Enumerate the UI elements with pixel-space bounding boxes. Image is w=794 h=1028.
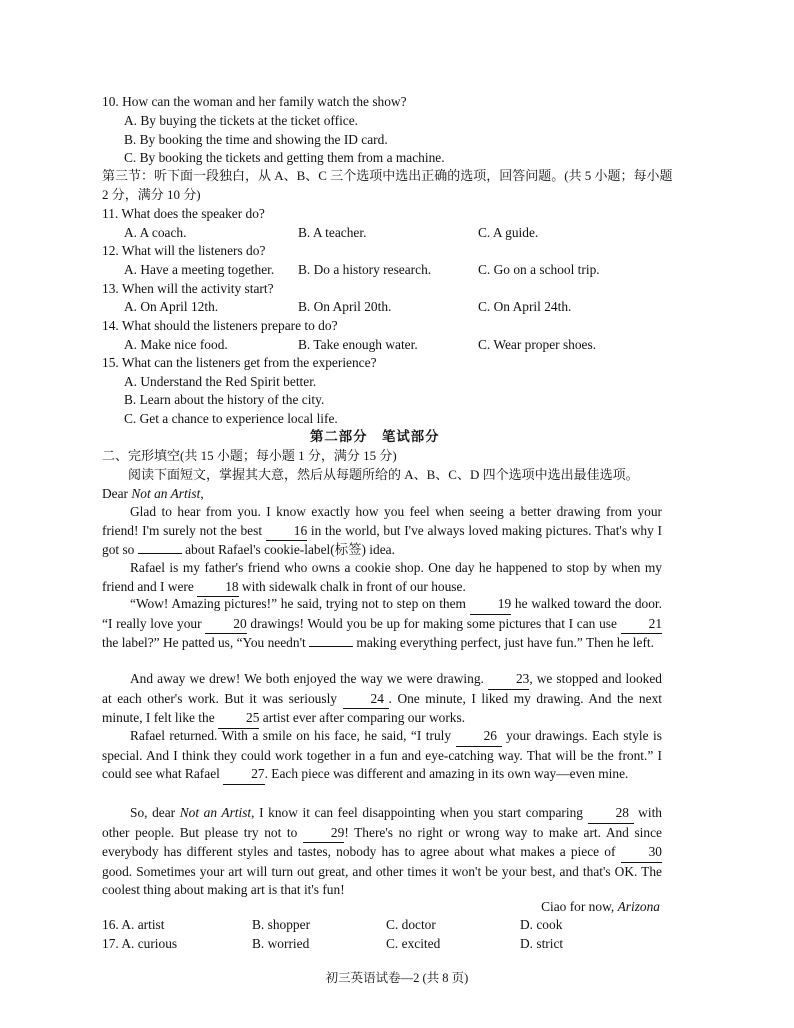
question-10: 10. How can the woman and her family watch the show?	[102, 94, 407, 109]
letter-salutation: Dear Not an Artist,	[102, 486, 204, 501]
letter-signature: Ciao for now, Arizona	[541, 899, 660, 914]
question-12: 12. What will the listeners do?	[102, 243, 266, 258]
blank-22	[309, 646, 353, 647]
section3-instruction-line1: 第三节：听下面一段独白，从 A、B、C 三个选项中选出正确的选项，回答问题。(共 5 小题；每小题	[102, 168, 673, 183]
q13-option-a: A. On April 12th.	[124, 299, 219, 314]
part2-title: 第二部分 笔试部分	[310, 429, 440, 444]
blank-16: 16	[266, 522, 307, 542]
section3-instruction-line2: 2 分，满分 10 分)	[102, 187, 201, 202]
blank-17	[138, 553, 182, 554]
paragraph-5: Rafael returned. With a smile on his face, he said, “I truly 26 your drawings. Each style is special. And I think they could work together in a fun and eye-catching way. That will be the front.” I could see what Rafael 27. Each piece was different and amazing in its own way—even mine.	[102, 727, 662, 785]
cloze-instruction: 阅读下面短文，掌握其大意，然后从每题所给的 A、B、C、D 四个选项中选出最佳选项。	[128, 467, 639, 482]
q12-option-b: B. Do a history research.	[298, 262, 432, 277]
blank-18: 18	[197, 578, 238, 598]
paragraph-4: And away we drew! We both enjoyed the way we were drawing. 23, we stopped and looked at each other's work. But it was seriously 24 . One minute, I liked my drawing. And the next minute, I felt like the 25 artist ever after comparing our works.	[102, 670, 662, 729]
q12-option-a: A. Have a meeting together.	[124, 262, 275, 277]
paragraph-2: Rafael is my father's friend who owns a cookie shop. One day he happened to stop by when my friend and I were 18 with sidewalk chalk in front of our house.	[102, 559, 662, 597]
question-15: 15. What can the listeners get from the experience?	[102, 355, 377, 370]
blank-29: 29	[303, 824, 344, 844]
blank-27: 27	[223, 765, 264, 785]
question-11: 11. What does the speaker do?	[102, 206, 265, 221]
q15-option-c: C. Get a chance to experience local life.	[124, 411, 338, 426]
blank-25: 25	[218, 709, 259, 729]
blank-23: 23	[488, 670, 529, 690]
q10-option-b: B. By booking the time and showing the ID card.	[124, 132, 388, 147]
q16-option-d: D. cook	[520, 917, 563, 932]
blank-30: 30	[621, 843, 662, 863]
signature-name: Arizona	[617, 899, 660, 914]
q16-option-a: 16. A. artist	[102, 917, 165, 932]
q15-option-a: A. Understand the Red Spirit better.	[124, 374, 317, 389]
blank-19: 19	[470, 595, 511, 615]
letter-addressee-name: Not an Artist	[179, 805, 252, 820]
q14-option-c: C. Wear proper shoes.	[478, 337, 597, 352]
q16-option-c: C. doctor	[386, 917, 436, 932]
q17-option-a: 17. A. curious	[102, 936, 178, 951]
q13-option-b: B. On April 20th.	[298, 299, 392, 314]
q14-option-b: B. Take enough water.	[298, 337, 418, 352]
blank-20: 20	[205, 615, 246, 635]
q16-option-b: B. shopper	[252, 917, 311, 932]
q10-option-a: A. By buying the tickets at the ticket office.	[124, 113, 359, 128]
q13-option-c: C. On April 24th.	[478, 299, 572, 314]
q12-option-c: C. Go on a school trip.	[478, 262, 600, 277]
blank-21: 21	[621, 615, 662, 635]
blank-28: 28	[588, 804, 634, 824]
paragraph-3: “Wow! Amazing pictures!” he said, trying not to step on them 19 he walked toward the door. “I really love your 20 drawings! Would you be up for making some pictures that I can use 21 the label?” He patted us, “You needn't making everything perfect, just have fun.” Then he left.	[102, 596, 663, 651]
q11-option-c: C. A guide.	[478, 225, 539, 240]
q15-option-b: B. Learn about the history of the city.	[124, 392, 325, 407]
page-footer: 初三英语试卷—2 (共 8 页)	[325, 971, 469, 985]
q11-option-a: A. A coach.	[124, 225, 187, 240]
paragraph-1: Glad to hear from you. I know exactly how you feel when seeing a better drawing from your friend! I'm surely not the best 16 in the world, but I've always loved making pictures. That's why I got so about Rafael's cookie-label(标签) idea.	[102, 504, 662, 558]
salutation-name: Not an Artist	[131, 486, 201, 501]
q17-option-b: B. worried	[252, 936, 310, 951]
blank-24: 24	[343, 690, 389, 710]
cloze-heading: 二、完形填空(共 15 小题；每小题 1 分，满分 15 分)	[102, 448, 397, 463]
question-13: 13. When will the activity start?	[102, 281, 274, 296]
q17-option-d: D. strict	[520, 936, 564, 951]
blank-26: 26	[456, 727, 502, 747]
paragraph-6: So, dear Not an Artist, I know it can feel disappointing when you start comparing 28 with other people. But please try not to 29! There's no right or wrong way to make art. And since everybody has different styles and tastes, nobody has to agree about what makes a piece of 30 good. Sometimes your art will turn out great, and other times it won't be your best, and that's OK. The coolest thing about making art is that it's fun!	[102, 805, 662, 898]
question-14: 14. What should the listeners prepare to do?	[102, 318, 338, 333]
q17-option-c: C. excited	[386, 936, 441, 951]
q10-option-c: C. By booking the tickets and getting them from a machine.	[124, 150, 445, 165]
q14-option-a: A. Make nice food.	[124, 337, 228, 352]
q11-option-b: B. A teacher.	[298, 225, 367, 240]
